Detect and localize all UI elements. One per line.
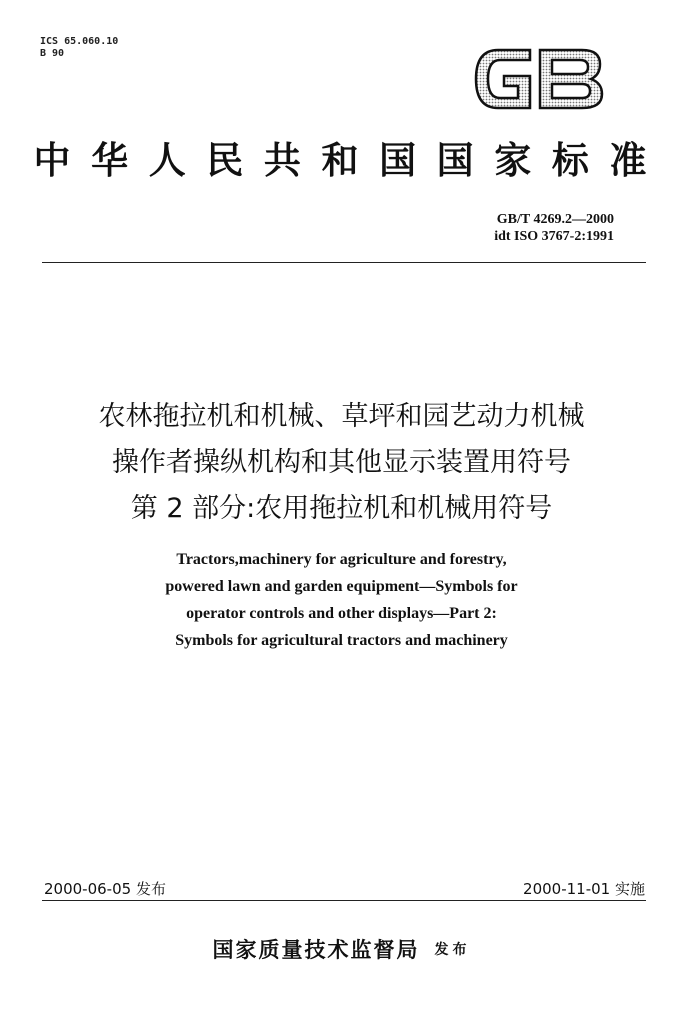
- title-char: 家: [494, 138, 532, 182]
- footer-divider: [42, 900, 646, 901]
- gb-logo: [470, 44, 606, 114]
- english-title-line-3: operator controls and other displays—Part 2:: [186, 605, 497, 622]
- chinese-title-line-2: 操作者操纵机构和其他显示装置用符号: [112, 447, 571, 478]
- title-char: 中: [33, 138, 71, 182]
- ics-code: ICS 65.060.10: [40, 36, 119, 47]
- title-char: 华: [91, 138, 129, 182]
- title-char: 和: [321, 138, 359, 182]
- national-standard-title: [30, 138, 650, 182]
- chinese-title-line-1: 农林拖拉机和机械、草坪和园艺动力机械: [98, 401, 585, 432]
- implementation-date: 2000-11-01 实施: [523, 880, 645, 898]
- ccs-code: B 90: [40, 48, 65, 59]
- title-char: 准: [609, 138, 647, 182]
- chinese-title-line-3: 第 2 部分:农用拖拉机和机械用符号: [130, 493, 553, 524]
- publisher-line: [0, 934, 683, 964]
- publisher-organization: 国家质量技术监督局: [212, 937, 420, 962]
- issue-date: 2000-06-05 发布: [44, 880, 166, 898]
- english-title-line-4: Symbols for agricultural tractors and machinery: [175, 632, 508, 649]
- english-title-line-2: powered lawn and garden equipment—Symbols for: [165, 578, 518, 595]
- title-char: 标: [551, 138, 589, 182]
- iso-equivalence: idt ISO 3767-2:1991: [494, 229, 614, 244]
- title-char: 国: [379, 138, 417, 182]
- title-char: 国: [436, 138, 474, 182]
- title-char: 民: [206, 138, 244, 182]
- standard-number: GB/T 4269.2—2000: [496, 212, 614, 227]
- english-title-line-1: Tractors,machinery for agriculture and forestry,: [176, 551, 507, 568]
- gb-logo-b-shape: [540, 50, 602, 108]
- title-char: 人: [148, 138, 186, 182]
- header-divider: [42, 262, 646, 263]
- gb-logo-g-shape: [476, 50, 530, 108]
- title-char: 共: [263, 138, 301, 182]
- publisher-action: 发布: [434, 942, 471, 958]
